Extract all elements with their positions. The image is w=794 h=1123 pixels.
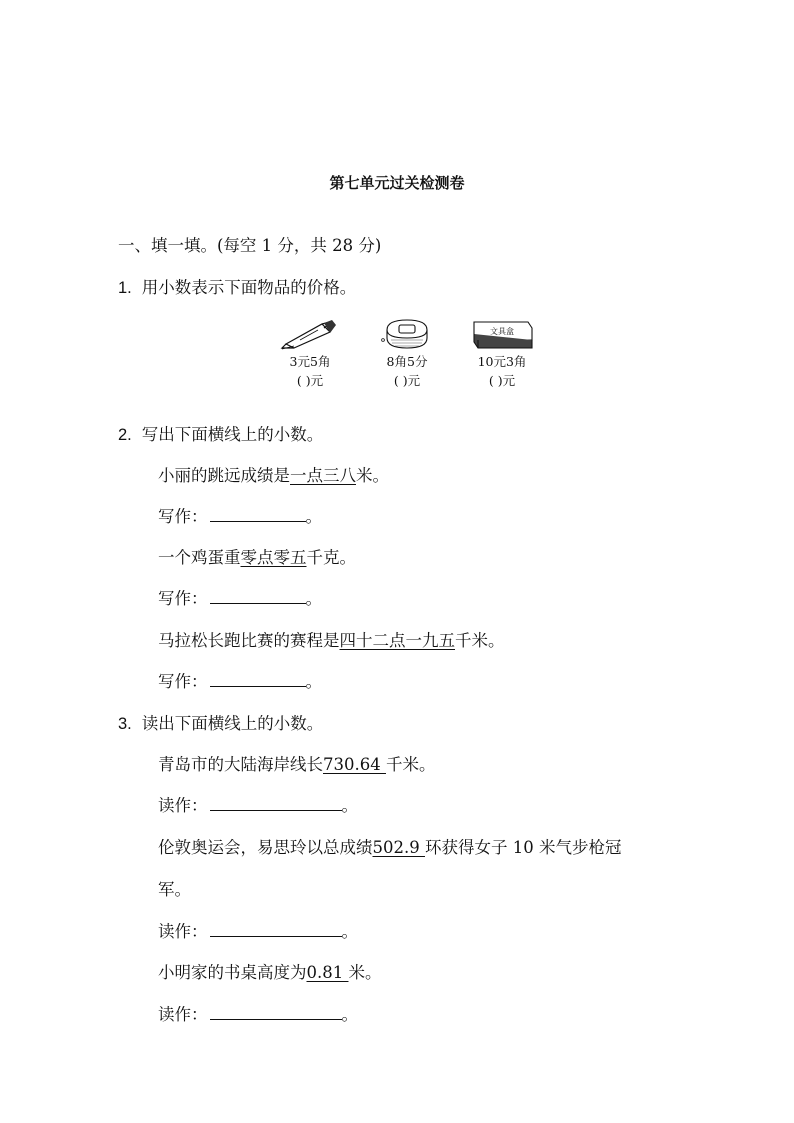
q3-answer-3 xyxy=(158,1001,358,1025)
sentence-text: 小明家的书桌高度为 xyxy=(158,963,307,982)
sentence-text: 米。 xyxy=(348,963,382,982)
answer-line[interactable] xyxy=(210,507,306,522)
answer-label: 写作： xyxy=(158,589,208,608)
sentence-text: 环获得女子 10 米气步枪冠 xyxy=(424,838,622,857)
sentence-text: 伦敦奥运会，易思玲以总成绩 xyxy=(158,838,373,857)
q2-answer-3 xyxy=(158,668,322,692)
q3-part-2-continuation: 军。 xyxy=(158,880,191,899)
question-1 xyxy=(118,274,356,298)
answer-blank[interactable]: ( )元 xyxy=(393,373,421,388)
sentence-text: 千米。 xyxy=(455,631,505,650)
answer-blank[interactable]: ( )元 xyxy=(296,373,324,388)
sentence-text: 一个鸡蛋重 xyxy=(158,548,241,567)
pen-icon xyxy=(280,316,340,350)
q2-part-3 xyxy=(158,627,505,651)
q2-answer-2 xyxy=(158,585,322,609)
question-number: 2. xyxy=(118,426,132,444)
period: 。 xyxy=(305,589,322,608)
item-price: 3元5角 xyxy=(289,354,331,369)
eraser-icon xyxy=(377,316,437,350)
pencil-box-icon xyxy=(468,316,536,350)
q3-answer-1 xyxy=(158,792,358,816)
answer-line[interactable] xyxy=(210,796,342,811)
question-number: 1. xyxy=(118,279,132,297)
sentence-text: 千米。 xyxy=(385,755,436,774)
period: 。 xyxy=(341,922,358,941)
q2-part-1 xyxy=(158,462,389,486)
section-heading: 一、填一填。(每空 1 分，共 28 分) xyxy=(118,236,382,255)
period: 。 xyxy=(341,796,358,815)
answer-blank[interactable]: ( )元 xyxy=(488,373,516,388)
sentence-text: 青岛市的大陆海岸线长 xyxy=(158,755,323,774)
answer-label: 写作： xyxy=(158,672,208,691)
item-price: 8角5分 xyxy=(386,354,428,369)
item-eraser xyxy=(367,316,447,389)
q3-answer-2 xyxy=(158,918,358,942)
answer-label: 读作： xyxy=(158,922,208,941)
answer-label: 写作： xyxy=(158,507,208,526)
item-price: 10元3角 xyxy=(477,354,527,369)
question-2 xyxy=(118,421,323,445)
q2-answer-1 xyxy=(158,503,322,527)
period: 。 xyxy=(341,1005,358,1024)
sentence-text: 千克。 xyxy=(306,548,356,567)
price-items xyxy=(270,316,550,396)
question-text: 写出下面横线上的小数。 xyxy=(141,425,324,444)
period: 。 xyxy=(305,672,322,691)
q3-part-3 xyxy=(158,959,381,983)
answer-line[interactable] xyxy=(210,922,342,937)
answer-line[interactable] xyxy=(210,1005,342,1020)
underlined-number: 四十二点一九五 xyxy=(339,631,455,650)
question-text: 读出下面横线上的小数。 xyxy=(141,714,324,733)
underlined-number: 零点零五 xyxy=(240,548,307,567)
item-pen xyxy=(270,316,350,389)
question-text: 用小数表示下面物品的价格。 xyxy=(141,278,357,297)
sentence-text: 米。 xyxy=(356,466,389,485)
q2-part-2 xyxy=(158,544,356,568)
question-number: 3. xyxy=(118,715,132,733)
answer-line[interactable] xyxy=(210,589,306,604)
period: 。 xyxy=(305,507,322,526)
question-3 xyxy=(118,710,323,734)
sentence-text: 马拉松长跑比赛的赛程是 xyxy=(158,631,340,650)
underlined-number: 0.81 xyxy=(306,963,349,982)
q3-part-1 xyxy=(158,751,435,775)
item-pencil-box xyxy=(462,316,542,389)
underlined-number: 502.9 xyxy=(372,838,425,857)
answer-label: 读作： xyxy=(158,1005,208,1024)
answer-line[interactable] xyxy=(210,672,306,687)
answer-label: 读作： xyxy=(158,796,208,815)
box-label: 文具盒 xyxy=(490,327,514,336)
underlined-number: 730.64 xyxy=(323,755,386,774)
q3-part-2 xyxy=(158,834,621,858)
underlined-number: 一点三八 xyxy=(290,466,356,485)
sentence-text: 小丽的跳远成绩是 xyxy=(158,466,290,485)
page-title: 第七单元过关检测卷 xyxy=(329,174,465,192)
